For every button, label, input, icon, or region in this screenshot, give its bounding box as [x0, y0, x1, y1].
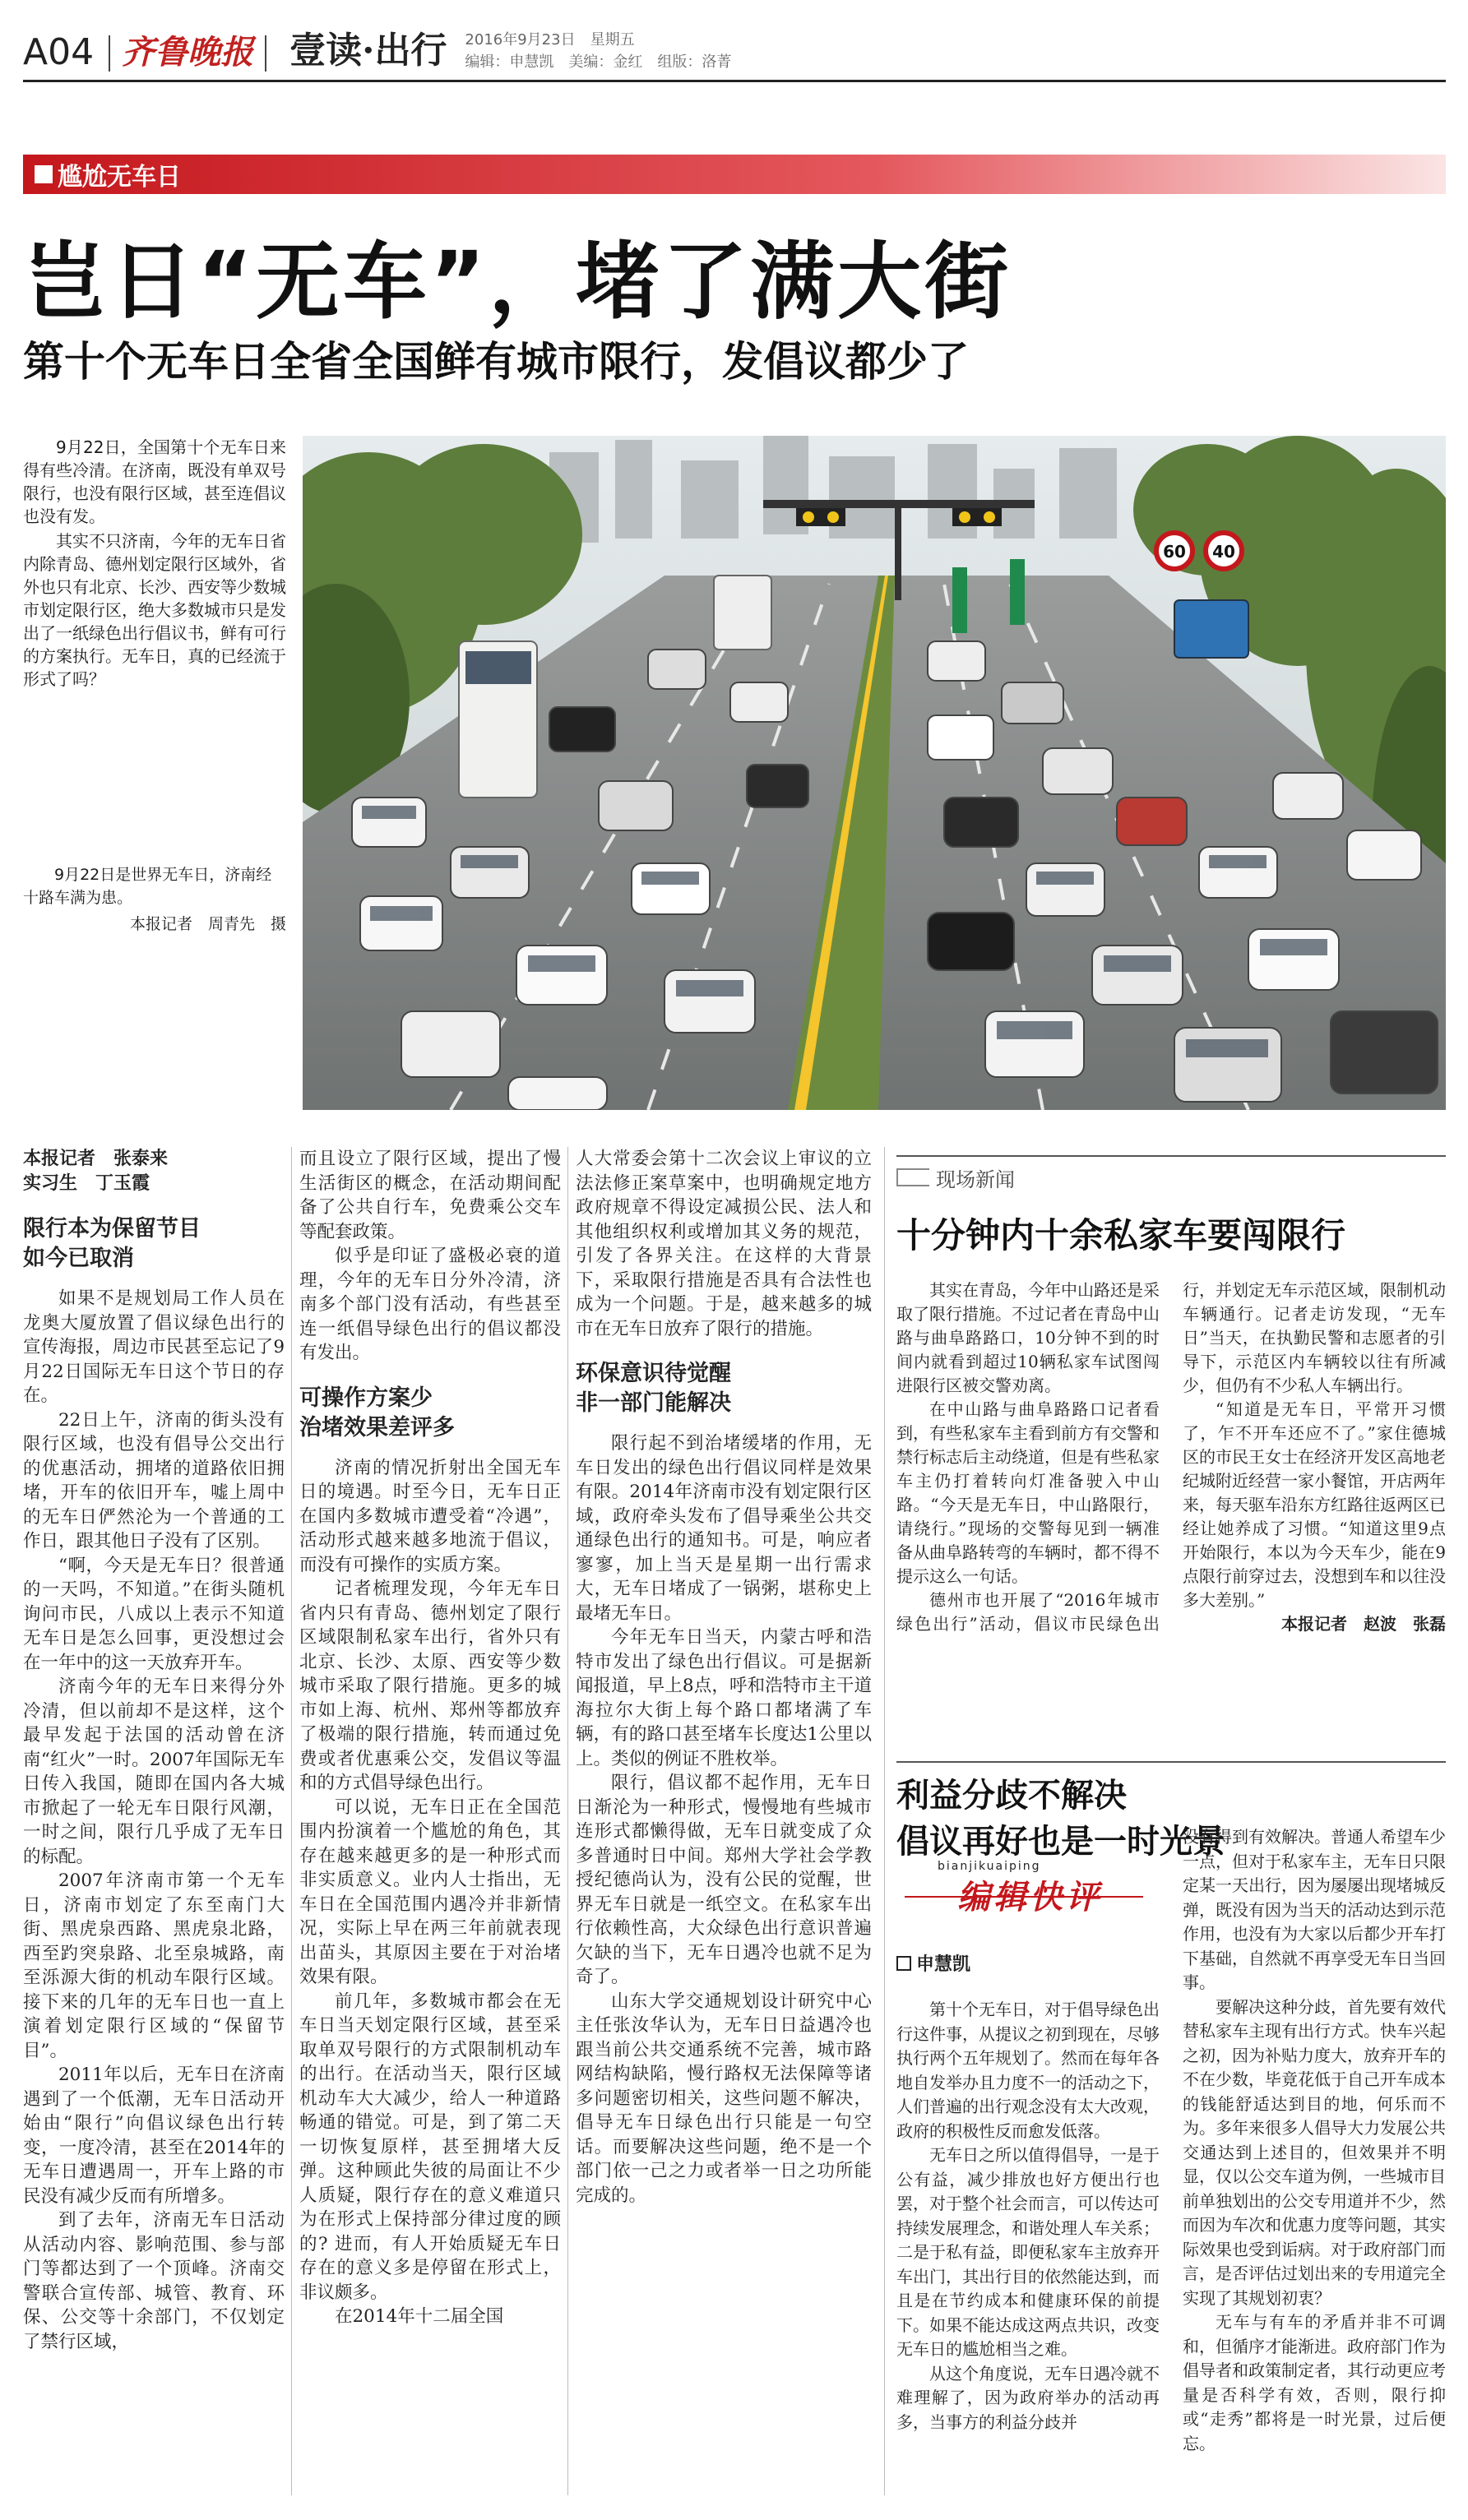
bus	[1174, 600, 1248, 658]
body-paragraph: 可以说，无车日正在全国范围内扮演着一个尴尬的角色，其存在越来越更多的是一种形式而非实质意义。业内人士指出，无车日在全国范围内遇冷并非新情况，实际上早在两三年前就表现出苗头，其原因主要在于对治堵效果有限。	[299, 1796, 561, 1987]
body-paragraph: 在中山路与曲阜路路口记者看到，有些私家车主看到前方有交警和禁行标志后主动绕道，但是有些私家车主仍打着转向灯准备驶入中山路。“今天是无车日，中山路限行，请绕行。”现场的交警每见到一辆准备从曲阜路转弯的车辆时，都不得不提示这么一句话。	[896, 1399, 1160, 1586]
body-paragraph: 第十个无车日，对于倡导绿色出行这件事，从提议之初到现在，尽够执行两个五年规划了。然而在每年各地自发举办且力度不一的活动之下，人们普遍的出行观念没有太大改观，政府的积极性反而愈发低落。	[896, 2000, 1160, 2141]
section-title: 壹读·出行	[289, 30, 447, 72]
body-paragraph: 前几年，多数城市都会在无车日当天划定限行区域，甚至采取单双号限行的方式限制机动车的出行。在活动当天，限行区域机动车大大减少，给人一种道路畅通的错觉。可是，到了第二天一切恢复原样，甚至拥堵大反弹。这种顾此失彼的局面让不少人质疑，限行存在的意义难道只为在形式上保持部分律过度的顾的? 进而，有人开始质疑无车日存在的意义多是停留在形式上，非议颇多。	[299, 1991, 561, 2303]
body-paragraph: 无车与有车的矛盾并非不可调和，但循序才能渐进。政府部门作为倡导者和政策制定者，其行动更应考量是否科学有效，否则，限行抑或“走秀”都将是一时光景，过后便忘。	[1183, 2312, 1446, 2453]
body-paragraph: 其实在青岛，今年中山路还是采取了限行措施。不过记者在青岛中山路与曲阜路路口，10分钟不到的时间内就看到超过10辆私家车试图闯进限行区被交警劝离。	[896, 1280, 1160, 1395]
article-column-3	[576, 1147, 872, 2208]
section-subheading: 可操作方案少 治堵效果差评多	[299, 1385, 455, 1440]
body-paragraph: 山东大学交通规划设计研究中心主任张汝华认为，无车日日益遇冷也跟当前公共交通系统不完善，城市路网结构缺陷，慢行路权无法保障等诸多问题密切相关，这些问题不解决，倡导无车日绿色出行只能是一句空话。而要解决这些问题，绝不是一个部门依一己之力或者举一日之功所能完成的。	[576, 1991, 872, 2206]
kicker-square-icon	[35, 165, 53, 183]
traffic-photo	[303, 436, 1446, 1110]
body-paragraph: 2007年济南市第一个无车日，济南市划定了东至南门大街、黑虎泉西路、黑虎泉北路，西至趵突泉路、北至泉城路，南至泺源大街的机动车限行区域。接下来的几年的无车日也一直上演着划定限行区域的“保留节目”。	[23, 1870, 285, 2061]
masthead-divider	[265, 35, 266, 72]
topic-kicker	[23, 155, 1446, 194]
bus	[714, 576, 771, 650]
body-paragraph: 在2014年十二届全国	[335, 2306, 504, 2327]
issue-meta	[465, 29, 731, 73]
body-paragraph: 今年无车日当天，内蒙古呼和浩特市发出了绿色出行倡议。可是据新闻报道，早上8点，呼和浩特市主干道海拉尔大街上每个路口都堵满了车辆，有的路口甚至堵车长度达1公里以上。类似的例证不胜枚举。	[576, 1627, 872, 1769]
art-credit: 美编：金红	[568, 53, 643, 71]
body-paragraph: 从这个角度说，无车日遇冷就不难理解了，因为政府举办的活动再多，当事方的利益分歧并	[896, 2363, 1160, 2432]
photo-credit: 本报记者 周青先 摄	[129, 915, 286, 933]
speed-limit-40: 40	[1212, 542, 1235, 562]
section-subheading: 限行本为保留节目 如今已取消	[23, 1216, 201, 1271]
photo-caption	[23, 863, 286, 936]
scene-news-credit: 本报记者 赵波 张磊	[1281, 1614, 1446, 1634]
subheadline: 第十个无车日全省全国鲜有城市限行，发倡议都少了	[23, 338, 969, 386]
body-paragraph: “知道是无车日，平常开习惯了，乍不开车还应不了。”家住德城区的市民王女士在经济开发区高地老纪城附近经营一家小餐馆，开店两年来，每天驱车沿东方红路往返两区已经让她养成了习惯。“知道这里9点开始限行，本以为今天车少，能在9点限行前穿过去，没想到车和以往没多大差别。”	[1183, 1399, 1446, 1610]
editorial-logo-text: 编辑快评	[957, 1878, 1102, 1917]
layout-credit: 组版：洛菁	[657, 53, 732, 71]
kicker-text: 尴尬无车日	[58, 163, 181, 192]
column-divider	[291, 1147, 292, 2495]
masthead-divider	[109, 35, 110, 72]
body-paragraph: 而且设立了限行区域，提出了慢生活街区的概念，在活动期间配备了公共自行车，免费乘公交车等配套政策。	[299, 1149, 561, 1242]
section-subheading: 环保意识待觉醒 非一部门能解决	[576, 1361, 731, 1416]
body-paragraph: 记者梳理发现，今年无车日省内只有青岛、德州划定了限行区域限制私家车出行，省外只有北京、长沙、太原、西安等少数城市采取了限行措施。更多的城市如上海、杭州、郑州等都放弃了极端的限行措施，转而通过免费或者优惠乘公交，发倡议等温和的方式倡导绿色出行。	[299, 1579, 561, 1793]
body-paragraph: 到了去年，济南无车日活动从活动内容、影响范围、参与部门等都达到了一个顶峰。济南交警联合宣传部、城管、教育、环保、公交等十余部门，不仅划定了禁行区域，	[23, 2210, 285, 2352]
body-paragraph: 济南今年的无车日来得分外冷清，但以前却不是这样，这个最早发起于法国的活动曾在济南“红火”一时。2007年国际无车日传入我国，随即在国内各大城市掀起了一轮无车日限行风潮，一时之间，限行几乎成了无车日的标配。	[23, 1676, 285, 1867]
editorial-body-left	[896, 1998, 1160, 2434]
traffic-photo-illustration	[303, 436, 1446, 1110]
body-paragraph: 人大常委会第十二次会议上审议的立法法修正案草案中，也明确规定地方政府规章不得设定减损公民、法人和其他组织权利或增加其义务的规范，引发了各界关注。在这样的大背景下，采取限行措施是否具有合法性也成为一个问题。于是，越来越多的城市在无车日放弃了限行的措施。	[576, 1149, 872, 1339]
headline: 岂日“无车”，堵了满大街	[23, 234, 1012, 331]
issue-weekday: 星期五	[590, 31, 635, 49]
column-divider	[567, 1147, 568, 2495]
editorial-logo	[905, 1860, 1151, 1926]
newspaper-logo: 齐鲁晚报	[122, 33, 254, 72]
column-divider	[884, 1147, 885, 2495]
body-paragraph: 没有得到有效解决。普通人希望车少一点，但对于私家车主，无车日只限定某一天出行，因为屡屡出现堵城反弹，既没有因为当天的活动达到示范作用，也没有为大家以后都少开车打下基础，自然就不再享受无车日当回事。	[1183, 1827, 1446, 1992]
scene-news-label	[896, 1155, 1446, 1194]
body-paragraph: 要解决这种分歧，首先要有效代替私家车主现有出行方式。快车兴起之初，因为补贴力度大，放弃开车的不在少数，毕竟花低于自己开车成本的钱能舒适达到目的地，何乐而不为。多年来很多人倡导大力发展公共交通达到上述目的，但效果并不明显，仅以公交车道为例，一些城市目前单独划出的公交专用道并不少，然而因为车次和优惠力度等问题，其实际效果也受到诟病。对于政府部门而言，是否评估过划出来的专用道完全实现了其规划初衷？	[1183, 1996, 1446, 2308]
intern-byline: 实习生 丁玉霞	[23, 1173, 151, 1194]
body-paragraph: 无车日之所以值得倡导，一是于公有益，减少排放也好方便出行也罢，对于整个社会而言，可以传达可持续发展理念，和谐处理人车关系；二是于私有益，即便私家车主放弃开车出门，其出行目的依然能达到，而且是在节约成本和健康环保的前提下。如果不能达成这两点共识，改变无车日的尴尬相当之难。	[896, 2145, 1160, 2359]
editorial-body-right	[1183, 1825, 1446, 2456]
reporter-byline: 本报记者 张泰来	[23, 1149, 169, 1169]
editorial-author: 申慧凯	[896, 1950, 970, 1976]
lead-paragraph: 9月22日，全国第十个无车日来得有些冷清。在济南，既没有单双号限行，也没有限行区域，甚至连倡议也没有发。	[23, 437, 286, 526]
body-paragraph: 22日上午，济南的街头没有限行区域，也没有倡导公交出行的优惠活动，拥堵的道路依旧拥堵，开车的依旧开车，嘘上周中的无车日俨然沦为一个普通的工作日，跟其他日子没有了区别。	[23, 1409, 285, 1551]
body-paragraph: “啊，今天是无车日？很普通的一天吗，不知道。”在街头随机询问市民，八成以上表示不知道无车日是怎么回事，更没想过会在一年中的这一天放弃开车。	[23, 1555, 285, 1673]
body-paragraph: 2011年以后，无车日在济南遇到了一个低潮，无车日活动开始由“限行”向倡议绿色出行转变，一度冷清，甚至在2014年的无车日遭遇周一，开车上路的市民没有减少反而有所增多。	[23, 2065, 285, 2207]
page-number: A04	[23, 31, 95, 73]
article-column-1	[23, 1147, 285, 2354]
scene-news-tag: 现场新闻	[896, 1162, 1023, 1194]
editor-credit: 编辑：申慧凯	[465, 53, 554, 71]
article-column-2	[299, 1147, 561, 2329]
body-paragraph: 似乎是印证了盛极必衰的道理，今年的无车日分外冷清，济南多个部门没有活动，有些甚至连一纸倡导绿色出行的倡议都没有发出。	[299, 1246, 561, 1363]
issue-date: 2016年9月23日	[465, 31, 576, 49]
lead-summary	[23, 436, 286, 691]
masthead	[23, 23, 1446, 82]
caption-text: 9月22日是世界无车日，济南经十路车满为患。	[23, 866, 272, 907]
scene-news-body	[896, 1278, 1446, 1636]
body-paragraph: 如果不是规划局工作人员在龙奥大厦放置了倡议绿色出行的宣传海报，周边市民甚至忘记了9月22日国际无车日这个节日的存在。	[23, 1288, 285, 1406]
editorial-logo-pinyin: bianjikuaiping	[938, 1860, 1041, 1873]
editorial-title: 利益分歧不解决 倡议再好也是一时光景	[896, 1761, 1446, 1865]
body-paragraph: 限行，倡议都不起作用，无车日日渐沦为一种形式，慢慢地有些城市连形式都懒得做，无车日就变成了众多普通时日中间。郑州大学社会学教授纪德尚认为，没有公民的觉醒，世界无车日就是一纸空文。在私家车出行依赖性高，大众绿色出行意识普遍欠缺的当下，无车日遇冷也就不足为奇了。	[576, 1773, 872, 1987]
lead-paragraph: 其实不只济南，今年的无车日省内除青岛、德州划定限行区域外，省外也只有北京、长沙、西安等少数城市划定限行区，绝大多数城市只是发出了一纸绿色出行倡议书，鲜有可行的方案执行。无车日，真的已经流于形式了吗？	[23, 531, 286, 689]
speed-limit-60: 60	[1163, 542, 1186, 562]
body-paragraph: 限行起不到治堵缓堵的作用，无车日发出的绿色出行倡议同样是效果有限。2014年济南市没有划定限行区域，政府牵头发布了倡导乘坐公共交通绿色出行的通知书。可是，响应者寥寥，加上当天是星期一出行需求大，无车日堵成了一锅粥，堪称史上最堵无车日。	[576, 1433, 872, 1624]
body-paragraph: 德州市也开展了“2016年城市绿色出行”活动，倡议市民绿色出行，并划定无车示范区域，限制机动车辆通行。记者走访发现，“无车日”当天，在执勤民警和志愿者的引导下，示范区内车辆较以往有所减少，但仍有不少私人车辆出行。	[896, 1280, 1446, 1634]
body-paragraph: 济南的情况折射出全国无车日的境遇。时至今日，无车日正在国内多数城市遭受着“冷遇”，活动形式越来越多地流于倡议，而没有可操作的实质方案。	[299, 1457, 561, 1575]
scene-news-title: 十分钟内十余私家车要闯限行	[896, 1215, 1346, 1255]
